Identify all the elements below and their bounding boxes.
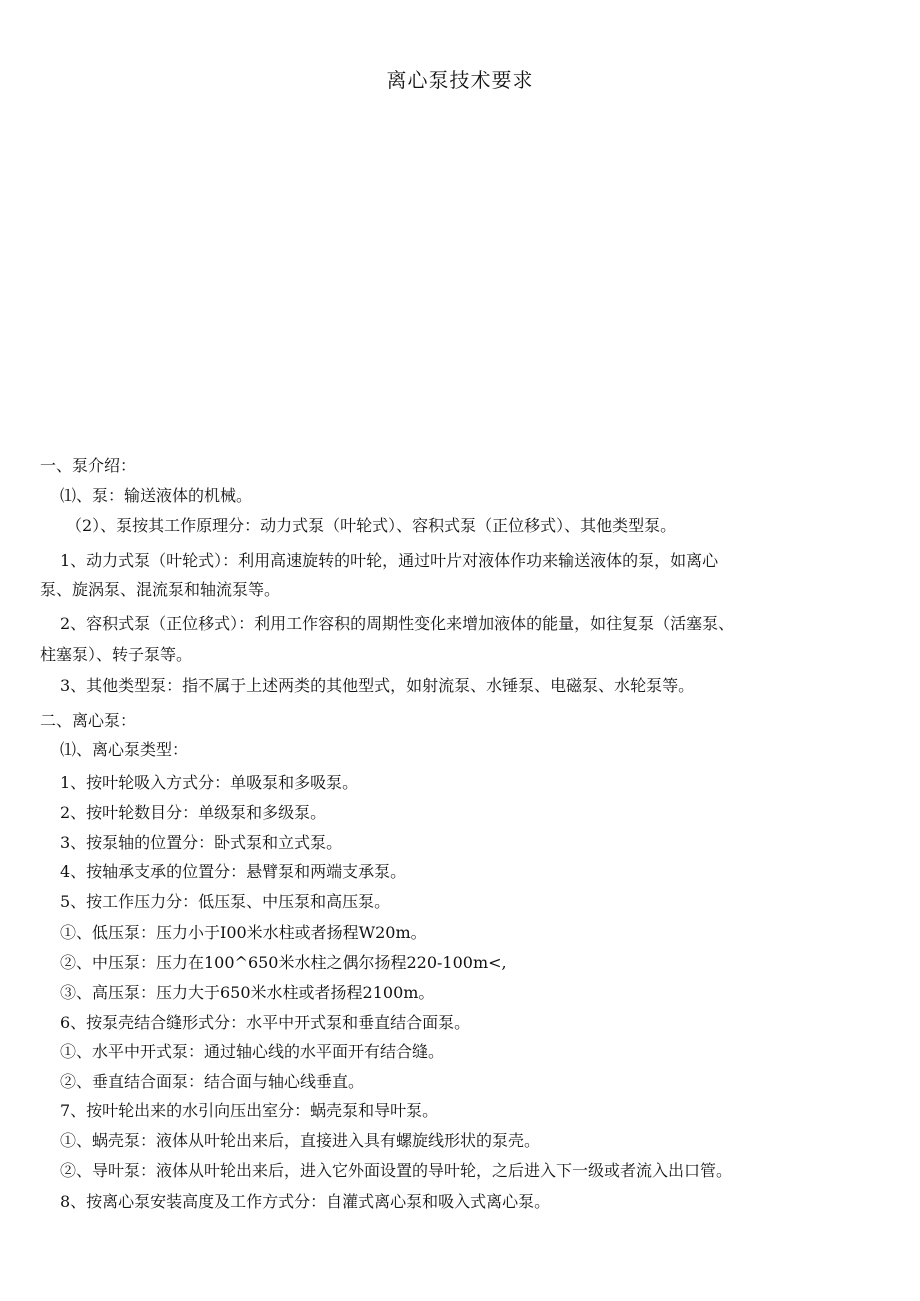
document-title: 离心泵技术要求 — [386, 68, 534, 92]
text-line: 1、按叶轮吸入方式分：单吸泵和多吸泵。 — [60, 773, 359, 792]
text-line: ①、低压泵：压力小于I00米水柱或者扬程W20m。 — [60, 923, 427, 942]
text-line: （2）、泵按其工作原理分：动力式泵（叶轮式）、容积式泵（正位移式）、其他类型泵。 — [66, 516, 677, 535]
text-line: 6、按泵壳结合缝形式分：水平中开式泵和垂直结合面泵。 — [60, 1013, 471, 1032]
text-line: 1、动力式泵（叶轮式）：利用高速旋转的叶轮，通过叶片对液体作功来输送液体的泵，如离心 — [60, 551, 719, 570]
text-line: 泵、旋涡泵、混流泵和轴流泵等。 — [40, 580, 281, 599]
text-line: 2、容积式泵（正位移式）：利用工作容积的周期性变化来增加液体的能量，如往复泵（活塞泵、 — [60, 614, 735, 633]
text-line: ②、中压泵：压力在100^650米水柱之偶尔扬程220-100m<, — [60, 953, 507, 972]
text-line: ①、蜗壳泵：液体从叶轮出来后，直接进入具有螺旋线形状的泵壳。 — [60, 1131, 541, 1150]
section-heading-pump-intro: 一、泵介绍： — [40, 456, 137, 475]
text-line: ②、垂直结合面泵：结合面与轴心线垂直。 — [60, 1072, 365, 1091]
text-line: 4、按轴承支承的位置分：悬臂泵和两端支承泵。 — [60, 862, 407, 881]
text-line: ②、导叶泵：液体从叶轮出来后，进入它外面设置的导叶轮，之后进入下一级或者流入出口管。 — [60, 1161, 733, 1180]
section-heading-centrifugal-pump: 二、离心泵： — [40, 711, 137, 730]
text-line: 3、按泵轴的位置分：卧式泵和立式泵。 — [60, 833, 343, 852]
text-line: 7、按叶轮出来的水引向压出室分：蜗壳泵和导叶泵。 — [60, 1101, 439, 1120]
text-line: 8、按离心泵安装高度及工作方式分：自灌式离心泵和吸入式离心泵。 — [60, 1192, 551, 1211]
text-line: ⑴、离心泵类型： — [60, 740, 189, 759]
text-line: 5、按工作压力分：低压泵、中压泵和高压泵。 — [60, 892, 391, 911]
text-line: 2、按叶轮数目分：单级泵和多级泵。 — [60, 803, 327, 822]
text-line: 3、其他类型泵：指不属于上述两类的其他型式，如射流泵、水锤泵、电磁泵、水轮泵等。 — [60, 676, 695, 695]
text-line: ⑴、泵：输送液体的机械。 — [60, 486, 253, 505]
text-line: ③、高压泵：压力大于650米水柱或者扬程2100m。 — [60, 983, 435, 1002]
text-line: ①、水平中开式泵：通过轴心线的水平面开有结合缝。 — [60, 1042, 445, 1061]
text-line: 柱塞泵）、转子泵等。 — [40, 645, 193, 664]
